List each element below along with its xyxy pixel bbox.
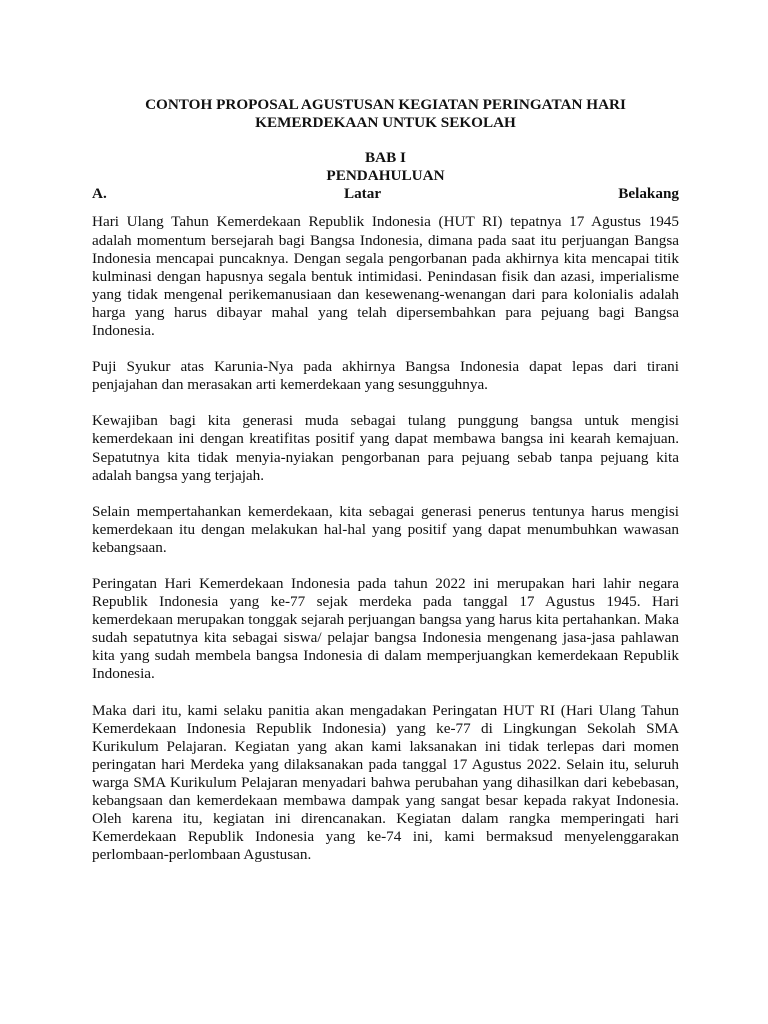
document-page	[92, 96, 679, 864]
section-word-1: Latar	[343, 185, 382, 203]
title-line-1: CONTOH PROPOSAL AGUSTUSAN KEGIATAN PERINGATAN HARI	[145, 96, 626, 113]
document-title	[92, 96, 679, 132]
paragraph-3: Kewajiban bagi kita generasi muda sebagai tulang punggung bangsa untuk mengisi kemerdekaan ini dengan kreatifitas positif yang dapat membawa bangsa ini kearah kemajuan. Sepatutnya kita tidak menyia-nyiakan pengorbanan para pejuang sebab tanpa pejuang kita adalah bangsa yang terjajah.	[92, 412, 679, 484]
paragraph-5: Peringatan Hari Kemerdekaan Indonesia pada tahun 2022 ini merupakan hari lahir negara Republik Indonesia yang ke-77 sejak merdeka pada tanggal 17 Agustus 1945. Hari kemerdekaan merupakan tonggak sejarah perjuangan bangsa yang harus kita pertahankan. Maka sudah sepatutnya kita sebagai siswa/ pelajar bangsa Indonesia mengenang jasa-jasa pahlawan kita yang sudah membela bangsa Indonesia di dalam memperjuangkan kemerdekaan Republik Indonesia.	[92, 574, 679, 683]
paragraph-4: Selain mempertahankan kemerdekaan, kita sebagai generasi penerus tentunya harus mengisi kemerdekaan itu dengan melakukan hal-hal yang positif yang dapat menumbuhkan wawasan kebangsaan.	[92, 502, 679, 556]
chapter-number: BAB I	[365, 149, 406, 167]
section-word-2: Belakang	[618, 185, 679, 203]
section-heading	[92, 185, 679, 203]
chapter-title: PENDAHULUAN	[326, 167, 445, 185]
paragraph-2: Puji Syukur atas Karunia-Nya pada akhirnya Bangsa Indonesia dapat lepas dari tirani penjajahan dan merasakan arti kemerdekaan yang sesungguhnya.	[92, 358, 679, 394]
section-number: A.	[92, 185, 107, 203]
title-line-2: KEMERDEKAAN UNTUK SEKOLAH	[255, 114, 516, 132]
paragraph-1: Hari Ulang Tahun Kemerdekaan Republik Indonesia (HUT RI) tepatnya 17 Agustus 1945 adalah momentum bersejarah bagi Bangsa Indonesia, dimana pada saat itu perjuangan Bangsa Indonesia mencapai puncaknya. Dengan segala pengorbanan pada akhirnya kita mencapai titik kulminasi dengan hapusnya segala bentuk intimidasi. Penindasan fisik dan azasi, imperialisme yang tidak mengenal perikemanusiaan dan kesewenang-wenangan dari para kolonialis adalah harga yang harus dibayar mahal yang telah dipersembahkan para pejuang bagi Bangsa Indonesia.	[92, 213, 679, 340]
paragraph-6: Maka dari itu, kami selaku panitia akan mengadakan Peringatan HUT RI (Hari Ulang Tahun Kemerdekaan Indonesia Republik Indonesia) yang ke-77 di Lingkungan Sekolah SMA Kurikulum Pelajaran. Kegiatan yang akan kami laksanakan ini tidak terlepas dari momen peringatan hari Merdeka yang dilaksanakan pada tanggal 17 Agustus 2022. Selain itu, seluruh warga SMA Kurikulum Pelajaran menyadari bahwa perubahan yang dihasilkan dari kebebasan, kebangsaan dan kemerdekaan membawa dampak yang sangat besar kepada rakyat Indonesia. Oleh karena itu, kegiatan ini direncanakan. Kegiatan dalam rangka memperingati hari Kemerdekaan Republik Indonesia yang ke-74 ini, kami bermaksud menyelenggarakan perlombaan-perlombaan Agustusan.	[92, 701, 679, 864]
chapter-heading	[92, 149, 679, 185]
